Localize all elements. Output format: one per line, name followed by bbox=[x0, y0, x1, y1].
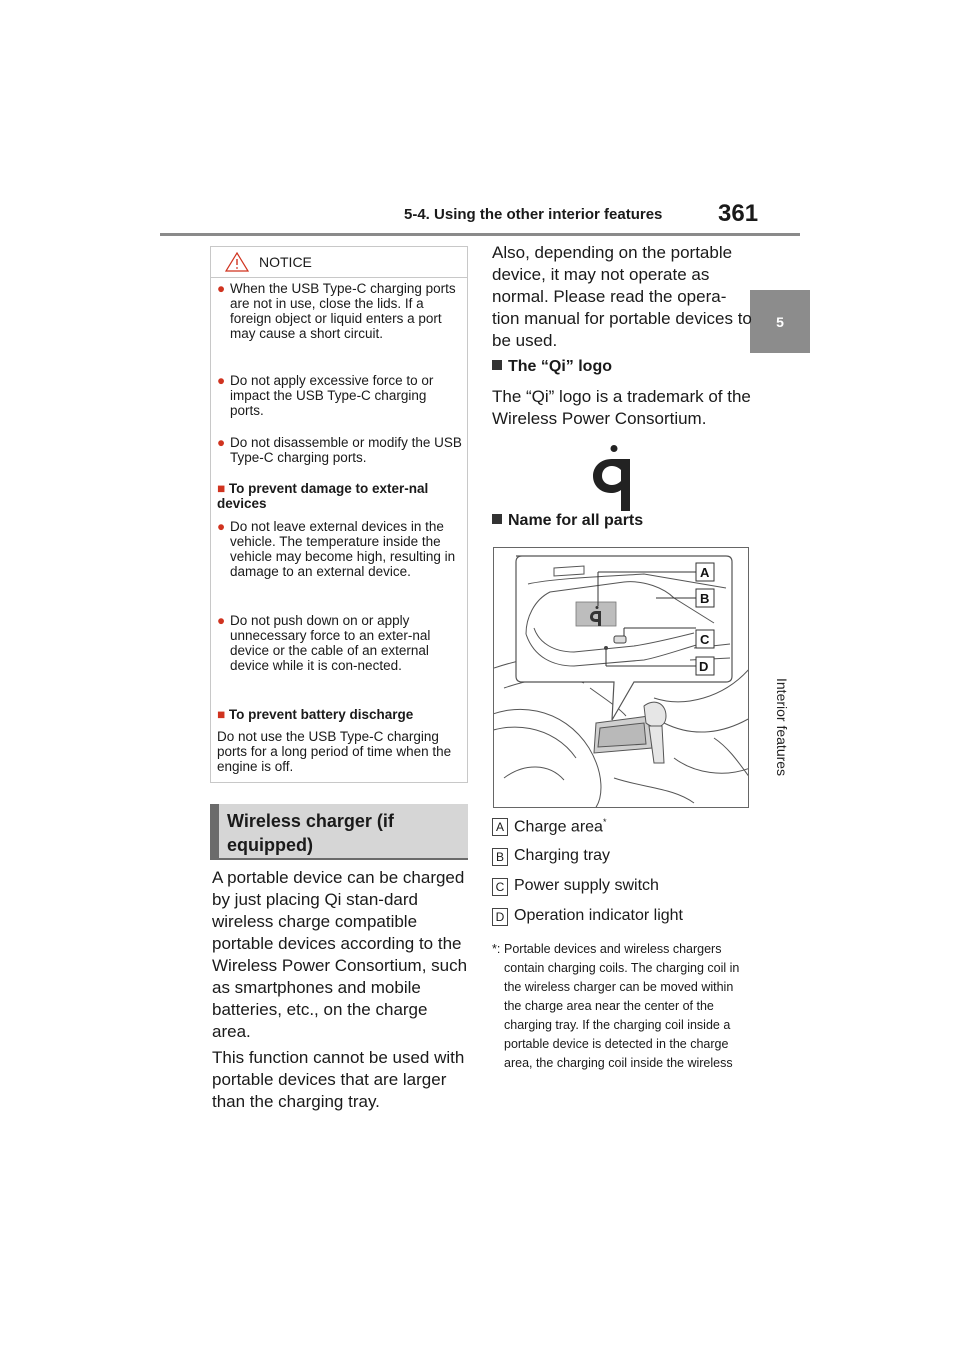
qi-logo-subhead: The “Qi” logo bbox=[492, 358, 612, 376]
legend-text: Operation indicator light bbox=[514, 907, 683, 924]
bullet-circle-icon: ● bbox=[217, 435, 226, 450]
bullet-circle-icon: ● bbox=[217, 281, 226, 296]
body-paragraph: A portable device can be charged by just placing Qi stan-dard wireless charge compatible portable devices according to the Wireless Power Consortium, such as smartphones and mobile batteries, etc., on the charge area. bbox=[212, 868, 468, 1041]
legend-key: D bbox=[492, 908, 508, 926]
bullet-circle-icon: ● bbox=[217, 519, 226, 534]
parts-subhead: Name for all parts bbox=[492, 512, 643, 530]
page-number: 361 bbox=[718, 200, 759, 227]
wireless-charger-illustration bbox=[493, 547, 749, 808]
notice-item: ● When the USB Type-C charging ports are not in use, close the lids. If a foreign object or liquid enters a port may cause a short circuit. bbox=[217, 281, 456, 341]
legend-text: Charge area bbox=[514, 818, 603, 836]
header-rule bbox=[160, 233, 800, 236]
chapter-tab bbox=[750, 290, 810, 353]
console-drawing bbox=[494, 548, 749, 808]
legend-item bbox=[492, 848, 752, 868]
body-paragraph: The “Qi” logo is a trademark of the Wireless Power Consortium. bbox=[492, 387, 751, 428]
notice-title: NOTICE bbox=[259, 254, 312, 270]
chapter-label: Interior features bbox=[774, 678, 790, 777]
footnote-marker: * bbox=[602, 817, 607, 827]
bullet-circle-icon: ● bbox=[217, 373, 226, 388]
legend-key: C bbox=[492, 878, 508, 896]
legend-text: Power supply switch bbox=[514, 877, 659, 894]
body-paragraph: Also, depending on the portable device, it may not operate as normal. Please read the opera-tion manual for portable devices to be used. bbox=[492, 243, 752, 350]
bullet-square-icon bbox=[492, 514, 502, 524]
legend-key: A bbox=[492, 818, 508, 836]
footnote-text: Portable devices and wireless chargers contain charging coils. The charging coil in the wireless charger can be moved within the charge area near the center of the charging tray. If the charging coil inside a portable device is detected in the charge area, the charging coil inside the wireless bbox=[504, 942, 740, 1070]
figure-label-a: A bbox=[700, 565, 710, 580]
chapter-number: 5 bbox=[776, 313, 784, 330]
bullet-square-icon: ■ bbox=[217, 707, 226, 722]
footnote-mark: *: bbox=[492, 942, 501, 956]
warning-triangle-icon bbox=[225, 252, 249, 272]
bullet-square-icon bbox=[492, 360, 502, 370]
notice-item: ● Do not push down on or apply unnecessary force to an exter-nal device or the cable of an external device while it is con-nected. bbox=[217, 613, 431, 673]
notice-item: ● Do not disassemble or modify the USB Type-C charging ports. bbox=[217, 435, 462, 465]
legend-text: Charging tray bbox=[514, 847, 611, 864]
section-heading: Wireless charger (if equipped) bbox=[210, 804, 468, 860]
figure-label-d: D bbox=[699, 659, 709, 674]
running-header-section: 5-4. Using the other interior features bbox=[404, 206, 663, 223]
legend-key: B bbox=[492, 848, 508, 866]
notice-box bbox=[210, 246, 468, 783]
notice-item: ● Do not leave external devices in the vehicle. The temperature inside the vehicle may become high, resulting in damage to an external device. bbox=[217, 519, 456, 579]
notice-battery-text: Do not use the USB Type-C charging ports for a long period of time when the engine is off. bbox=[217, 729, 452, 774]
notice-subhead-damage: ■ To prevent damage to exter-nal devices bbox=[217, 481, 429, 511]
bullet-square-icon: ■ bbox=[217, 481, 226, 496]
figure-label-c: C bbox=[700, 632, 710, 647]
bullet-circle-icon: ● bbox=[217, 613, 226, 628]
footnote bbox=[492, 940, 754, 1073]
qi-logo-icon bbox=[585, 445, 645, 511]
notice-item: ● Do not apply excessive force to or impact the USB Type-C charging ports. bbox=[217, 373, 434, 418]
legend-item bbox=[492, 818, 752, 838]
notice-subhead-battery: ■ To prevent battery discharge bbox=[217, 707, 414, 722]
figure-label-b: B bbox=[700, 591, 710, 606]
notice-header bbox=[211, 247, 467, 278]
legend-item bbox=[492, 878, 752, 898]
legend-item bbox=[492, 908, 752, 928]
body-paragraph: This function cannot be used with portable devices that are larger than the charging tray. bbox=[212, 1048, 465, 1111]
